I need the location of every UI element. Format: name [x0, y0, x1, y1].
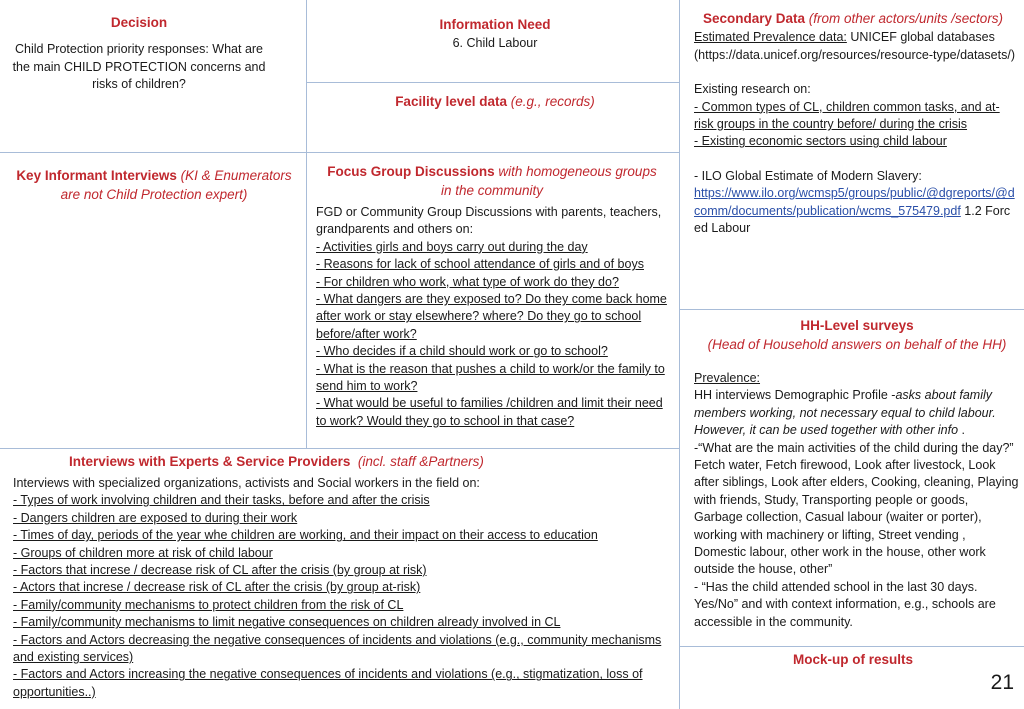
- divider-v-left: [306, 0, 307, 448]
- decision-title: Decision: [110, 15, 168, 30]
- kii-title: Key Informant Interviews: [16, 168, 177, 183]
- experts-title-note: (incl. staff &Partners): [357, 454, 484, 469]
- hh-question-school: - “Has the child attended school in the last 30 days. Yes/No” and with context information, e.g., schools are accessible in the community.: [694, 579, 996, 629]
- list-item: - Factors and Actors decreasing the negative consequences of incidents and violations (e.g., community mechanisms and existing services): [13, 632, 662, 665]
- divider-h-secondary: [679, 309, 1024, 310]
- existing-research-label: Existing research on:: [694, 82, 811, 97]
- list-item: - Family/community mechanisms to protect children from the risk of CL: [13, 597, 404, 612]
- list-item: - Groups of children more at risk of child labour: [13, 545, 273, 560]
- secondary-title-note: (from other actors/units /sectors): [808, 11, 1004, 26]
- fgd-intro: FGD or Community Group Discussions with parents, teachers, grandparents and others on:: [316, 205, 662, 237]
- kii-panel: [8, 166, 300, 204]
- ilo-link[interactable]: https://www.ilo.org/wcmsp5/groups/public/@dgreports/@dcomm/documents/publication/wcms_575479.pdf: [694, 186, 1015, 218]
- list-item: - What would be useful to families /children and limit their need to work? Would they go to school in that case?: [316, 396, 663, 428]
- secondary-data-panel: [694, 10, 1016, 237]
- mockup-title: Mock-up of results: [792, 652, 913, 667]
- facility-title-note: (e.g., records): [510, 94, 595, 109]
- decision-text: Child Protection priority responses: What are the main CHILD PROTECTION concerns and risks of children?: [12, 42, 266, 92]
- list-item: - Family/community mechanisms to limit negative consequences on children already involved in CL: [13, 615, 561, 630]
- list-item: - Dangers children are exposed to during their work: [13, 510, 298, 525]
- hh-activities-list: Fetch water, Fetch firewood, Look after livestock, Look after siblings, Look after elders, Cooking, cleaning, Playing with friends, Study, Transporting people or goods, Garbage collection, Casual labour (waiter or porter), working with machinery or lifting, Street vending , Domestic labour, other work in the house, other work outside the house, other”: [694, 458, 1019, 577]
- decision-panel: [10, 14, 268, 94]
- hh-title: HH-Level surveys: [800, 318, 914, 333]
- research-list: [694, 99, 1016, 151]
- divider-h-info: [306, 82, 679, 83]
- kii-title-note: (KI & Enumerators are not Child Protection expert): [60, 168, 292, 202]
- estimated-prevalence-label: Estimated Prevalence data:: [694, 30, 847, 45]
- fgd-panel: [316, 162, 668, 430]
- information-need-panel: [330, 16, 660, 53]
- information-need-text: 6. Child Labour: [452, 36, 538, 51]
- list-item: - What is the reason that pushes a child to work/or the family to send him to work?: [316, 361, 665, 394]
- list-item: - Reasons for lack of school attendance of girls and of boys: [316, 257, 644, 272]
- list-item: - For children who work, what type of work do they do?: [316, 274, 619, 289]
- list-item: - Existing economic sectors using child labour: [694, 134, 947, 149]
- list-item: - What dangers are they exposed to? Do they come back home after work or stay elsewhere? where? Do they go to school before/after work?: [316, 292, 667, 341]
- estimated-prevalence-text: UNICEF global databases (https://data.unicef.org/resources/resource-type/datasets/): [694, 30, 1015, 62]
- divider-h-experts: [0, 448, 679, 449]
- experts-intro: Interviews with specialized organizations, activists and Social workers in the field on:: [13, 476, 480, 490]
- information-need-title: Information Need: [439, 17, 551, 32]
- list-item: - Types of work involving children and their tasks, before and after the crisis: [13, 493, 430, 508]
- facility-title: Facility level data: [395, 94, 507, 109]
- hh-profile-note: asks about family members working, not necessary equal to child labour. However, it can be used together with other info: [694, 388, 996, 438]
- divider-v-right: [679, 0, 680, 709]
- list-item: - Actors that increse / decrease risk of CL after the crisis (by group at-risk): [13, 580, 421, 595]
- divider-h-facility: [306, 152, 679, 153]
- hh-survey-panel: [694, 316, 1020, 631]
- hh-question-activities: -“What are the main activities of the child during the day?”: [694, 440, 1014, 455]
- ilo-link-after: 1.2 Forced Labour: [694, 203, 1011, 236]
- hh-profile-end: .: [958, 423, 965, 438]
- page-number: 21: [990, 671, 1014, 694]
- list-item: - Who decides if a child should work or go to school?: [316, 344, 608, 359]
- fgd-title: Focus Group Discussions: [327, 164, 495, 179]
- list-item: - Factors that increse / decrease risk of CL after the crisis (by group at risk): [13, 563, 427, 578]
- facility-panel: [330, 93, 660, 110]
- experts-title: Interviews with Experts & Service Providers: [69, 454, 351, 469]
- divider-h-mockup: [679, 646, 1024, 647]
- fgd-list: [316, 239, 668, 430]
- hh-profile: HH interviews Demographic Profile -: [694, 388, 896, 403]
- experts-panel: [13, 452, 673, 701]
- experts-list: [13, 492, 673, 701]
- hh-title-note: (Head of Household answers on behalf of the HH): [707, 337, 1007, 352]
- list-item: - Common types of CL, children common tasks, and at-risk groups in the country before/ during the crisis: [694, 99, 1000, 132]
- prevalence-label: Prevalence:: [694, 371, 761, 385]
- mockup-panel: [682, 651, 1024, 668]
- divider-h-decision: [0, 152, 306, 153]
- ilo-label: - ILO Global Estimate of Modern Slavery:: [694, 168, 922, 183]
- list-item: - Factors and Actors increasing the negative consequences of incidents and violations (e.g., stigmatization, loss of opportunities..): [13, 667, 643, 699]
- list-item: - Activities girls and boys carry out during the day: [316, 239, 588, 254]
- list-item: - Times of day, periods of the year whe children are working, and their impact on their access to education: [13, 528, 598, 543]
- fgd-title-note: with homogeneous groups in the community: [440, 164, 657, 198]
- secondary-title: Secondary Data: [702, 11, 805, 26]
